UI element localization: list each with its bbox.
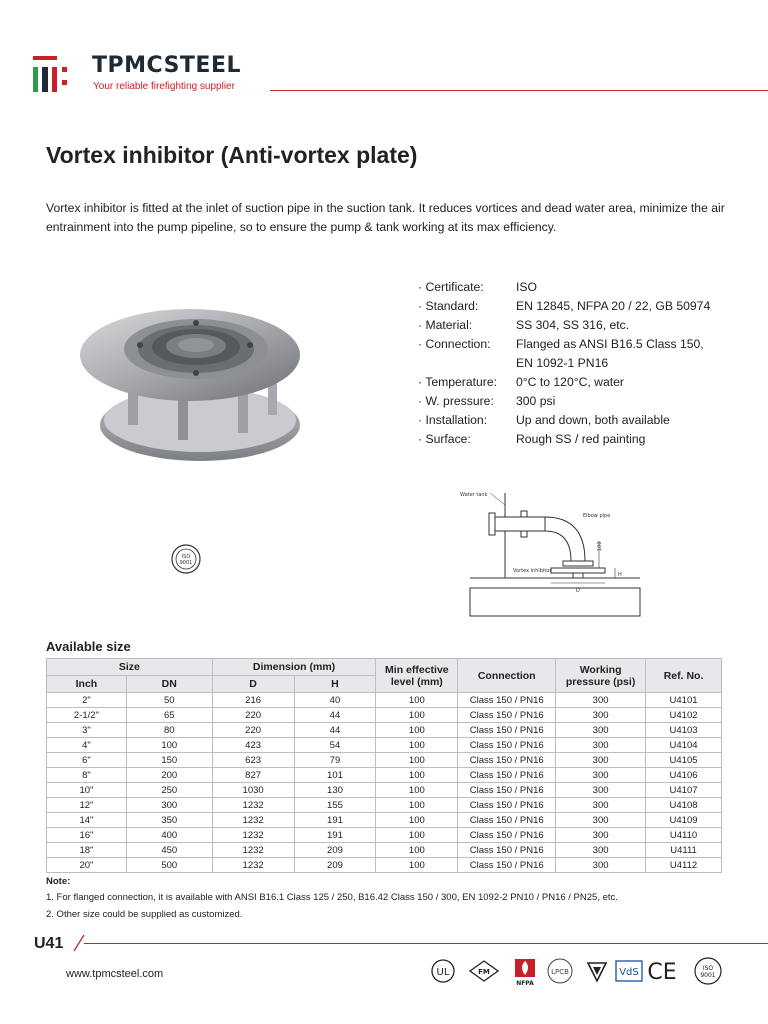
table-cell: 300 — [556, 798, 646, 813]
table-cell: 40 — [294, 693, 376, 708]
svg-text:VdS: VdS — [619, 967, 639, 978]
footer-divider — [84, 943, 768, 944]
table-cell: 250 — [126, 783, 212, 798]
table-row — [47, 858, 722, 873]
table-cell: Class 150 / PN16 — [458, 708, 556, 723]
table-cell: U4111 — [646, 843, 722, 858]
svg-text:LPCB: LPCB — [551, 968, 569, 976]
table-cell: 20" — [47, 858, 127, 873]
header-connection: Connection — [458, 659, 556, 693]
spec-row — [418, 335, 758, 354]
table-cell: 300 — [556, 693, 646, 708]
table-cell: 300 — [556, 858, 646, 873]
table-cell: U4110 — [646, 828, 722, 843]
table-cell: 2-1/2" — [47, 708, 127, 723]
svg-text:FM: FM — [478, 968, 490, 976]
spec-value: EN 12845, NFPA 20 / 22, GB 50974 — [516, 299, 711, 313]
table-cell: 2" — [47, 693, 127, 708]
installation-diagram — [455, 483, 645, 618]
table-row — [47, 708, 722, 723]
table-cell: 300 — [556, 723, 646, 738]
spec-key: · Installation: — [418, 413, 488, 427]
svg-text:ISO: ISO — [702, 965, 714, 972]
ce-mark-icon — [647, 960, 676, 985]
table-cell: 44 — [294, 708, 376, 723]
table-cell: 300 — [556, 813, 646, 828]
table-cell: 101 — [294, 768, 376, 783]
diagram-label-water-tank: Water tank — [460, 492, 488, 498]
header-h: H — [294, 676, 376, 693]
table-cell: 14" — [47, 813, 127, 828]
table-cell: U4107 — [646, 783, 722, 798]
table-cell: 6" — [47, 753, 127, 768]
table-cell: 400 — [126, 828, 212, 843]
spec-value: Up and down, both available — [516, 413, 670, 427]
diagram-dim-level: 100 — [597, 541, 603, 551]
size-table — [46, 658, 722, 873]
table-cell: 1232 — [212, 813, 294, 828]
table-cell: Class 150 / PN16 — [458, 798, 556, 813]
spec-list — [418, 278, 758, 449]
spec-value: SS 304, SS 316, etc. — [516, 318, 630, 332]
table-cell: 500 — [126, 858, 212, 873]
spec-value: Flanged as ANSI B16.5 Class 150, — [516, 337, 704, 351]
table-cell: 1232 — [212, 828, 294, 843]
table-cell: 100 — [376, 828, 458, 843]
intro-paragraph: Vortex inhibitor is fitted at the inlet of suction pipe in the suction tank. It reduces vortices and dead water area, minimize the air entrainment into the pump pipeline, so to ensure the pump & tank working at its max efficiency. — [46, 201, 725, 234]
table-cell: Class 150 / PN16 — [458, 738, 556, 753]
table-row — [47, 753, 722, 768]
table-cell: 209 — [294, 858, 376, 873]
spec-row — [418, 354, 758, 373]
table-cell: 100 — [376, 768, 458, 783]
table-cell: 100 — [376, 693, 458, 708]
table-cell: 80 — [126, 723, 212, 738]
brand-tagline: Your reliable firefighting supplier — [93, 81, 235, 92]
note-item: 2. Other size could be supplied as customized. — [46, 909, 243, 920]
table-cell: 220 — [212, 708, 294, 723]
header-ref: Ref. No. — [646, 659, 722, 693]
iso-logo-icon — [695, 958, 721, 984]
table-cell: 100 — [376, 723, 458, 738]
table-cell: 209 — [294, 843, 376, 858]
header-divider — [270, 90, 768, 91]
table-cell: Class 150 / PN16 — [458, 828, 556, 843]
spec-row — [418, 297, 758, 316]
table-cell: Class 150 / PN16 — [458, 768, 556, 783]
vds-logo-icon — [616, 961, 642, 981]
table-cell: 300 — [556, 828, 646, 843]
spec-value: EN 1092-1 PN16 — [516, 356, 609, 370]
table-cell: Class 150 / PN16 — [458, 843, 556, 858]
table-cell: U4103 — [646, 723, 722, 738]
spec-key: · Surface: — [418, 432, 471, 446]
table-cell: 100 — [126, 738, 212, 753]
table-cell: 44 — [294, 723, 376, 738]
table-cell: 100 — [376, 738, 458, 753]
brand-name: TPMCSTEEL — [92, 53, 242, 78]
table-cell: Class 150 / PN16 — [458, 858, 556, 873]
table-cell: 300 — [556, 753, 646, 768]
diagram-label-inhibitor: Vortex inhibitor — [513, 568, 552, 574]
diagram-label-elbow: Elbow pipe — [583, 513, 611, 519]
table-heading: Available size — [46, 639, 131, 654]
table-cell: 300 — [556, 783, 646, 798]
table-cell: 623 — [212, 753, 294, 768]
spec-key: · Temperature: — [418, 375, 498, 389]
website-link[interactable]: www.tpmcsteel.com — [66, 968, 164, 980]
table-cell: 423 — [212, 738, 294, 753]
table-row — [47, 768, 722, 783]
fm-approved-logo-icon — [470, 961, 498, 981]
ul-logo-icon — [432, 960, 454, 982]
table-cell: 1232 — [212, 858, 294, 873]
table-cell: U4109 — [646, 813, 722, 828]
table-cell: 216 — [212, 693, 294, 708]
page-code: U41 — [34, 935, 64, 952]
table-row — [47, 783, 722, 798]
spec-key: · Connection: — [418, 337, 491, 351]
spec-key: · Standard: — [418, 299, 479, 313]
table-cell: 79 — [294, 753, 376, 768]
svg-text:CE: CE — [647, 960, 677, 985]
header-pressure: Working pressure (psi) — [556, 659, 646, 693]
diagram-dim-d: D — [576, 588, 580, 594]
table-row — [47, 693, 722, 708]
header-d: D — [212, 676, 294, 693]
table-cell: 300 — [556, 738, 646, 753]
table-cell: 100 — [376, 798, 458, 813]
table-cell: 16" — [47, 828, 127, 843]
table-cell: Class 150 / PN16 — [458, 753, 556, 768]
table-cell: 155 — [294, 798, 376, 813]
table-cell: 1030 — [212, 783, 294, 798]
table-cell: 191 — [294, 813, 376, 828]
table-cell: Class 150 / PN16 — [458, 693, 556, 708]
svg-text:9001: 9001 — [179, 560, 193, 566]
table-row — [47, 828, 722, 843]
table-cell: Class 150 / PN16 — [458, 783, 556, 798]
table-cell: 10" — [47, 783, 127, 798]
certification-logos — [430, 955, 725, 987]
table-cell: 300 — [556, 843, 646, 858]
header-size: Size — [47, 659, 213, 676]
spec-key: · W. pressure: — [418, 394, 494, 408]
spec-row — [418, 316, 758, 335]
table-cell: 3" — [47, 723, 127, 738]
spec-key — [418, 354, 516, 373]
table-cell: 200 — [126, 768, 212, 783]
table-cell: 4" — [47, 738, 127, 753]
product-photo — [78, 285, 308, 470]
note-label: Note: — [46, 876, 71, 887]
spec-row — [418, 278, 758, 297]
table-cell: U4105 — [646, 753, 722, 768]
table-row — [47, 798, 722, 813]
header-dimension: Dimension (mm) — [212, 659, 376, 676]
svg-text:UL: UL — [436, 967, 450, 978]
table-cell: 300 — [556, 768, 646, 783]
table-row — [47, 738, 722, 753]
spec-value: 0°C to 120°C, water — [516, 375, 624, 389]
diagram-dim-h: H — [618, 572, 622, 578]
bsi-kitemark-icon — [588, 963, 606, 981]
page-title: Vortex inhibitor (Anti-vortex plate) — [46, 142, 418, 168]
table-row — [47, 813, 722, 828]
table-row — [47, 843, 722, 858]
spec-row — [418, 411, 758, 430]
table-cell: 150 — [126, 753, 212, 768]
spec-row — [418, 373, 758, 392]
table-cell: 350 — [126, 813, 212, 828]
table-cell: 100 — [376, 813, 458, 828]
table-cell: U4106 — [646, 768, 722, 783]
table-cell: 191 — [294, 828, 376, 843]
spec-value: 300 psi — [516, 394, 556, 408]
header-dn: DN — [126, 676, 212, 693]
table-cell: 130 — [294, 783, 376, 798]
spec-key: · Certificate: — [418, 280, 484, 294]
table-cell: 100 — [376, 843, 458, 858]
spec-key: · Material: — [418, 318, 473, 332]
table-cell: 65 — [126, 708, 212, 723]
lpcb-logo-icon — [548, 959, 572, 983]
table-cell: U4102 — [646, 708, 722, 723]
table-cell: 12" — [47, 798, 127, 813]
table-cell: 300 — [126, 798, 212, 813]
table-cell: 300 — [556, 708, 646, 723]
table-cell: U4101 — [646, 693, 722, 708]
table-cell: U4112 — [646, 858, 722, 873]
spec-value: ISO — [516, 280, 537, 294]
table-cell: 827 — [212, 768, 294, 783]
table-cell: 100 — [376, 858, 458, 873]
header-min-level: Min effective level (mm) — [376, 659, 458, 693]
table-cell: 54 — [294, 738, 376, 753]
table-cell: 100 — [376, 753, 458, 768]
svg-text:ISO: ISO — [181, 554, 191, 560]
svg-text:NFPA: NFPA — [516, 980, 534, 987]
spec-row — [418, 430, 758, 449]
table-cell: 18" — [47, 843, 127, 858]
svg-text:9001: 9001 — [700, 972, 716, 979]
brand-logo-icon — [33, 56, 75, 92]
table-cell: 1232 — [212, 843, 294, 858]
spec-value: Rough SS / red painting — [516, 432, 646, 446]
iso-stamp-icon — [170, 543, 202, 575]
table-cell: 100 — [376, 708, 458, 723]
table-cell: 8" — [47, 768, 127, 783]
table-cell: U4108 — [646, 798, 722, 813]
note-item: 1. For flanged connection, it is available with ANSI B16.1 Class 125 / 250, B16.42 Class 150 / 300, EN 1092-2 PN10 / PN16 / PN25, etc. — [46, 892, 618, 903]
nfpa-logo-icon — [515, 959, 535, 987]
table-cell: U4104 — [646, 738, 722, 753]
table-cell: 220 — [212, 723, 294, 738]
table-cell: 100 — [376, 783, 458, 798]
table-cell: 50 — [126, 693, 212, 708]
table-row — [47, 723, 722, 738]
table-cell: Class 150 / PN16 — [458, 813, 556, 828]
table-cell: 1232 — [212, 798, 294, 813]
table-cell: Class 150 / PN16 — [458, 723, 556, 738]
header-inch: Inch — [47, 676, 127, 693]
table-cell: 450 — [126, 843, 212, 858]
spec-row — [418, 392, 758, 411]
